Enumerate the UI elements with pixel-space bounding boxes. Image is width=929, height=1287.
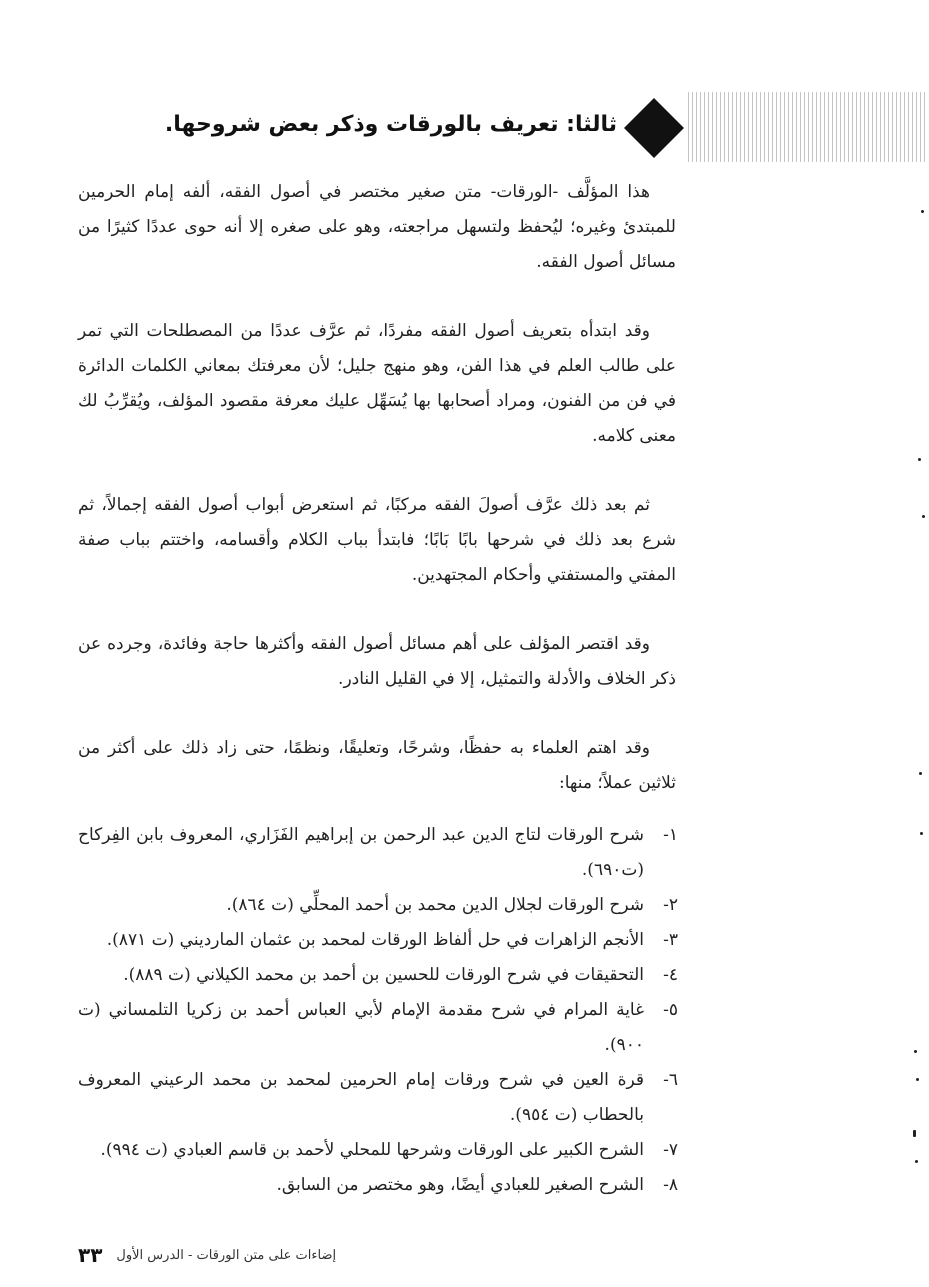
list-item [78,923,678,958]
list-item-number: ٣- [663,930,678,950]
list-item [78,888,678,923]
section-title: ثالثا: تعريف بالورقات وذكر بعض شروحها. [164,112,617,137]
list-item-number: ٥- [663,1000,678,1020]
list-item-text: شرح الورقات لجلال الدين محمد بن أحمد المحلِّي (ت ٨٦٤). [226,895,644,915]
paragraph: ثم بعد ذلك عرَّف أصولَ الفقه مركبًا، ثم استعرض أبواب أصول الفقه إجمالاً، ثم شرع بعد ذلك في شرحها بابًا بَابًا؛ فابتدأ بباب الكلام وأقسامه، واختتم بباب صفة المفتي والمستفتي وأحكام المجتهدين. [78,495,676,585]
list-item-text: الشرح الصغير للعبادي أيضًا، وهو مختصر من السابق. [276,1175,644,1195]
list-item-number: ٨- [663,1175,678,1195]
list-item-number: ٦- [663,1070,678,1090]
list-item [78,958,678,993]
paragraph: وقد اقتصر المؤلف على أهم مسائل أصول الفقه وأكثرها حاجة وفائدة، وجرده عن ذكر الخلاف والأدلة والتمثيل، إلا في القليل النادر. [78,634,676,689]
list-item-number: ١- [663,825,678,845]
header-stripe-ornament [688,92,926,162]
list-item-text: الأنجم الزاهرات في حل ألفاظ الورقات لمحمد بن عثمان المارديني (ت ٨٧١). [106,930,644,950]
scan-speck [913,1130,916,1137]
list-item [78,818,678,888]
list-item-number: ٤- [663,965,678,985]
list-item [78,1063,678,1133]
list-item-text: التحقيقات في شرح الورقات للحسين بن أحمد بن محمد الكيلاني (ت ٨٨٩). [123,965,644,985]
scan-speck [919,772,922,775]
page-footer [78,1240,398,1270]
list-item-text: غاية المرام في شرح مقدمة الإمام لأبي العباس أحمد بن زكريا التلمساني (ت ٩٠٠). [78,1000,644,1055]
list-item [78,993,678,1063]
list-item-text: شرح الورقات لتاج الدين عبد الرحمن بن إبراهيم الفَزَاري، المعروف بابن الفِركاح (ت٦٩٠). [78,825,644,880]
paragraph: هذا المؤلَّف -الورقات- متن صغير مختصر في أصول الفقه، ألفه إمام الحرمين للمبتدئ وغيره؛ ليُحفظ ولتسهل مراجعته، وهو على صغره إلا أنه حوى عددًا كثيرًا من مسائل أصول الفقه. [78,182,676,272]
list-item [78,1133,678,1168]
diamond-ornament-icon [622,96,686,160]
list-item-text: قرة العين في شرح ورقات إمام الحرمين لمحمد بن محمد الرعيني المعروف بالحطاب (ت ٩٥٤). [78,1070,644,1125]
list-item-number: ٢- [663,895,678,915]
scan-speck [922,515,925,518]
scan-speck [915,1160,918,1163]
commentaries-list [78,818,678,1203]
page-number: ٣٣ [78,1243,103,1267]
scan-speck [916,1078,919,1081]
scan-speck [920,832,923,835]
list-item [78,1168,678,1203]
paragraph: وقد اهتم العلماء به حفظًا، وشرحًا، وتعليقًا، ونظمًا، حتى زاد ذلك على أكثر من ثلاثين عملاً؛ منها: [78,738,676,793]
running-head: إضاءات على متن الورقات - الدرس الأول [116,1247,337,1263]
paragraph: وقد ابتدأه بتعريف أصول الفقه مفردًا، ثم عرَّف عددًا من المصطلحات التي تمر على طالب العلم في هذا الفن، وهو منهج جليل؛ لأن معرفتك بمعاني الكلمات الدائرة في فن من الفنون، ومراد أصحابها بها يُسَهِّل عليك معرفة مقصود المؤلف، ويُقرِّبُ لك معنى كلامه. [78,321,676,446]
list-item-text: الشرح الكبير على الورقات وشرحها للمحلي لأحمد بن قاسم العبادي (ت ٩٩٤). [100,1140,644,1160]
scan-speck [914,1050,917,1053]
scan-speck [921,210,924,213]
body-text [78,175,676,801]
scan-speck [918,458,921,461]
list-item-number: ٧- [663,1140,678,1160]
